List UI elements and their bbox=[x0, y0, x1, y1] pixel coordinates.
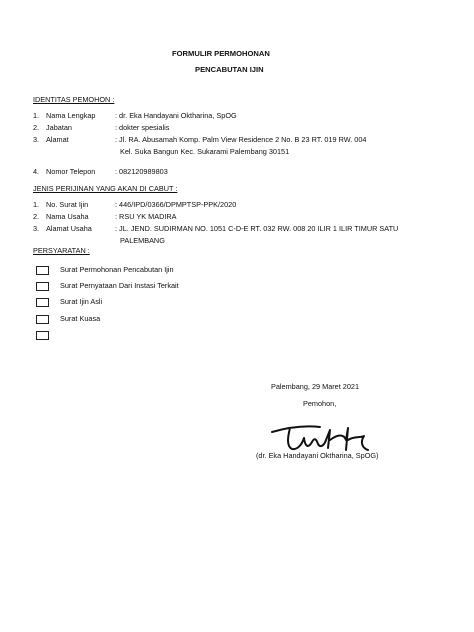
perijinan-label-usaha: Nama Usaha bbox=[46, 212, 89, 221]
perijinan-value-surat: : 446/IPD/0366/DPMPTSP-PPK/2020 bbox=[115, 200, 237, 209]
persyaratan-item-permohonan: Surat Permohonan Pencabutan Ijin bbox=[60, 265, 174, 274]
pemohon-name: (dr. Eka Handayani Oktharina, SpOG) bbox=[256, 451, 379, 460]
identitas-num-1: 1. bbox=[33, 111, 40, 120]
identitas-label-telepon: Nomor Telepon bbox=[46, 167, 96, 176]
identitas-value-nama: : dr. Eka Handayani Oktharina, SpOG bbox=[115, 111, 237, 120]
perijinan-value-alamat-line2: PALEMBANG bbox=[120, 236, 165, 245]
perijinan-heading: JENIS PERIJINAN YANG AKAN DI CABUT : bbox=[33, 184, 178, 193]
persyaratan-item-pernyataan: Surat Pernyataan Dari Instasi Terkait bbox=[60, 281, 179, 290]
checkbox-pernyataan[interactable] bbox=[36, 282, 49, 291]
identitas-heading: IDENTITAS PEMOHON : bbox=[33, 95, 115, 104]
identitas-num-4: 4. bbox=[33, 167, 40, 176]
identitas-value-alamat: : Jl. RA. Abusamah Komp. Palm View Residence 2 No. B 23 RT. 019 RW. 004 bbox=[115, 135, 367, 144]
signature-image bbox=[268, 416, 388, 456]
checkbox-permohonan[interactable] bbox=[36, 266, 49, 275]
persyaratan-heading: PERSYARATAN : bbox=[33, 246, 90, 255]
perijinan-label-alamat: Alamat Usaha bbox=[46, 224, 92, 233]
identitas-num-3: 3. bbox=[33, 135, 40, 144]
checkbox-kuasa[interactable] bbox=[36, 315, 49, 324]
identitas-label-nama: Nama Lengkap bbox=[46, 111, 96, 120]
perijinan-num-1: 1. bbox=[33, 200, 40, 209]
persyaratan-item-kuasa: Surat Kuasa bbox=[60, 314, 101, 323]
form-title: FORMULIR PERMOHONAN bbox=[172, 49, 270, 58]
identitas-num-2: 2. bbox=[33, 123, 40, 132]
perijinan-num-3: 3. bbox=[33, 224, 40, 233]
perijinan-value-alamat: : JL. JEND. SUDIRMAN NO. 1051 C-D-E RT. 032 RW. 008 20 ILIR 1 ILIR TIMUR SATU bbox=[115, 224, 399, 233]
identitas-value-alamat-line2: Kel. Suka Bangun Kec. Sukarami Palembang 30151 bbox=[120, 147, 290, 156]
identitas-label-alamat: Alamat bbox=[46, 135, 69, 144]
place-date: Palembang, 29 Maret 2021 bbox=[271, 382, 360, 391]
perijinan-value-usaha: : RSU YK MADIRA bbox=[115, 212, 177, 221]
identitas-value-jabatan: : dokter spesialis bbox=[115, 123, 170, 132]
pemohon-label: Pemohon, bbox=[303, 399, 337, 408]
form-subtitle: PENCABUTAN IJIN bbox=[195, 65, 264, 74]
perijinan-label-surat: No. Surat Ijin bbox=[46, 200, 89, 209]
persyaratan-item-ijin-asli: Surat Ijin Asli bbox=[60, 297, 103, 306]
checkbox-ijin-asli[interactable] bbox=[36, 298, 49, 307]
checkbox-empty[interactable] bbox=[36, 331, 49, 340]
identitas-label-jabatan: Jabatan bbox=[46, 123, 72, 132]
identitas-value-telepon: : 082120989803 bbox=[115, 167, 168, 176]
perijinan-num-2: 2. bbox=[33, 212, 40, 221]
